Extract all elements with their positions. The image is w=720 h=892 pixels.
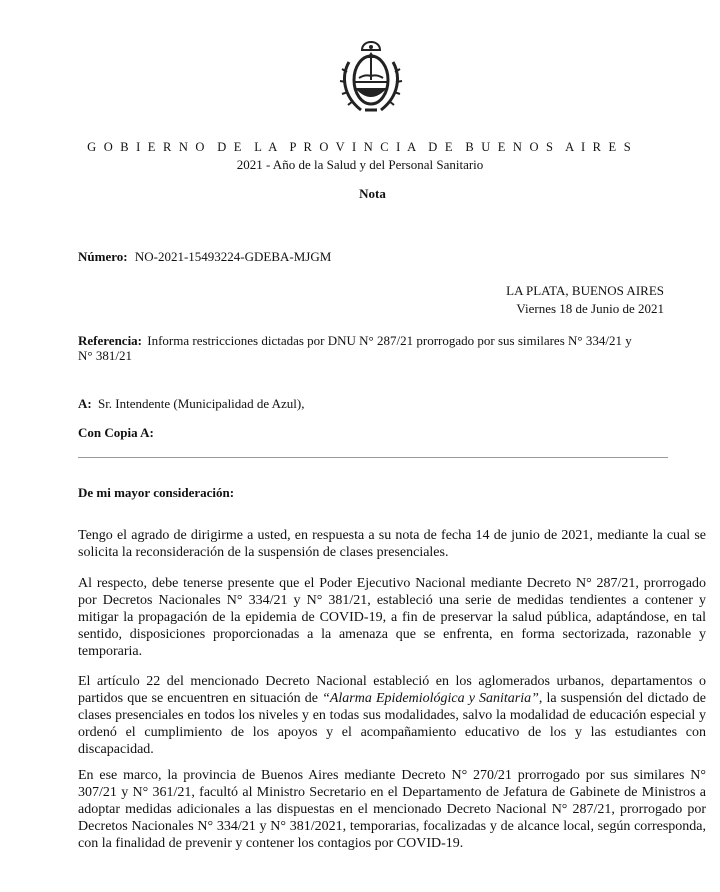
paragraph-2: Al respecto, debe tenerse presente que el Poder Ejecutivo Nacional mediante Decreto N° 287/21, prorrogado por Decretos Nacionales N° 334/21 y N° 381/21, estableció una serie de medidas tendientes a contener y mitigar la propagación de la epidemia de COVID-19, a fin de preservar la salud pública, adaptándose, en tal sentido, disposiciones proporcionadas a la amenaza que se enfrenta, en forma sectorizada, razonable y temporaria. — [78, 576, 706, 659]
paragraph-3-part-a: El artículo 22 del mencionado Decreto Nacional estableció en los aglomerados urbanos, departamentos o partidos que se encuentren en situación de — [78, 674, 706, 706]
referencia-label: Referencia: — [78, 333, 143, 348]
place: LA PLATA, BUENOS AIRES — [506, 283, 664, 298]
year-motto: 2021 - Año de la Salud y del Personal Sanitario — [236, 157, 484, 172]
numero-value: NO-2021-15493224-GDEBA-MJGM — [134, 249, 332, 264]
destinatario-value: Sr. Intendente (Municipalidad de Azul), — [97, 396, 305, 411]
referencia-text-line2: N° 381/21 — [78, 348, 132, 363]
referencia-text-line1: Informa restricciones dictadas por DNU N° 287/21 prorrogado por sus similares N° 334/21 y — [147, 333, 632, 348]
numero-label: Número: — [78, 249, 128, 264]
destinatario-row — [78, 396, 304, 412]
paragraph-3 — [78, 674, 706, 759]
date: Viernes 18 de Junio de 2021 — [516, 301, 664, 316]
referencia-row — [78, 333, 632, 349]
destinatario-label: A: — [78, 396, 92, 411]
paragraph-3-part-b: , la suspensión del dictado de clases presenciales en todos los niveles y en todas sus modalidades, salvo la modalidad de educación especial y ordenó el cumplimiento de los apoyos y el acompañamiento educativo de los y las estudiantes con discapacidad. — [78, 690, 706, 757]
salutation: De mi mayor consideración: — [78, 485, 235, 500]
con-copia-label: Con Copia A: — [78, 425, 154, 440]
provincial-seal-icon — [335, 40, 407, 116]
divider — [78, 457, 668, 458]
paragraph-3-emphasis: “Alarma Epidemiológica y Sanitaria” — [322, 690, 539, 706]
document-type-title: Nota — [359, 186, 386, 201]
paragraph-1: Tengo el agrado de dirigirme a usted, en respuesta a su nota de fecha 14 de junio de 2021, mediante la cual se solicita la reconsideración de la suspensión de clases presenciales. — [78, 528, 706, 560]
paragraph-4: En ese marco, la provincia de Buenos Aires mediante Decreto N° 270/21 prorrogado por sus similares N° 307/21 y N° 361/21, facultó al Ministro Secretario en el Departamento de Jefatura de Gabinete de Ministros a adoptar medidas adicionales a las dispuestas en el mencionado Decreto Nacional N° 287/21, prorrogado por Decretos Nacionales N° 334/21 y N° 381/2021, temporarias, focalizadas y de alcance local, según corresponda, con la finalidad de prevenir y contener los contagios por COVID-19. — [78, 768, 706, 851]
government-header: G O B I E R N O D E L A P R O V I N C I A D E B U E N O S A I R E S — [87, 140, 633, 154]
numero-row — [78, 249, 331, 265]
